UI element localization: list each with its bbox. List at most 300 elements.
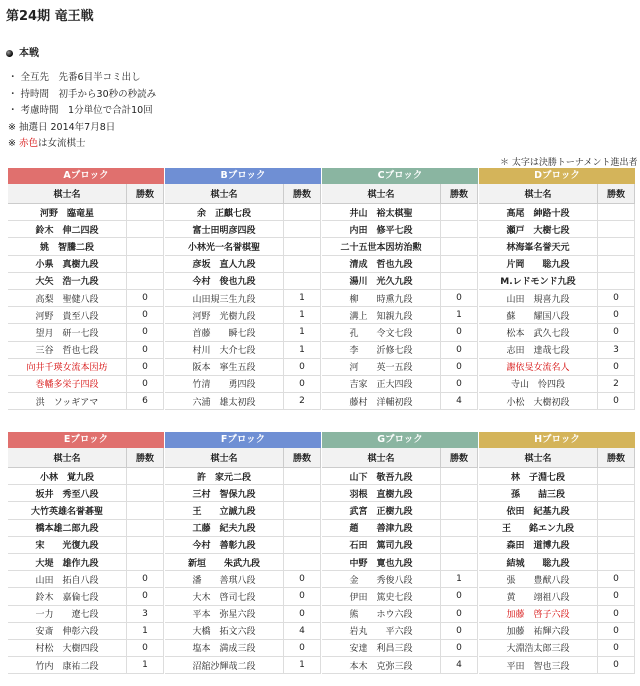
player-name: 安斎 伸彰六段: [8, 622, 127, 639]
player-name: 今村 俊也九段: [165, 272, 284, 289]
block-table: [8, 448, 164, 674]
player-name: 六浦 雄太初段: [165, 393, 284, 410]
col-header-name: 棋士名: [322, 184, 441, 204]
player-name: 片岡 聡九段: [479, 255, 598, 272]
block-table: [322, 184, 478, 410]
player-name: 宋 光復九段: [8, 536, 127, 553]
player-name: 伊田 篤史七段: [322, 588, 441, 605]
table-row: [8, 519, 164, 536]
table-row: [322, 605, 478, 622]
player-name: 山下 敬吾九段: [322, 468, 441, 485]
player-name: 河野 貴至八段: [8, 307, 127, 324]
win-count: 0: [441, 605, 478, 622]
table-row: [479, 553, 635, 570]
player-name: 姚 智騰二段: [8, 238, 127, 255]
win-count: [598, 221, 635, 238]
table-row: [8, 536, 164, 553]
col-header-name: 棋士名: [479, 448, 598, 468]
table-row: [8, 393, 164, 410]
table-row: [322, 375, 478, 392]
table-row: [8, 204, 164, 221]
rule-item: ・ 考慮時間 1分単位で合計10回: [8, 105, 153, 116]
block-header: Aブロック: [8, 168, 164, 184]
table-row: [165, 553, 321, 570]
win-count: 0: [441, 324, 478, 341]
player-name: 今村 善彰九段: [165, 536, 284, 553]
player-name: 余 正麒七段: [165, 204, 284, 221]
win-count: [127, 221, 164, 238]
player-name: 三谷 哲也七段: [8, 341, 127, 358]
rule-item: ・ 全互先 先番6目半コミ出し: [8, 72, 141, 83]
legend-red: 赤色: [18, 138, 38, 149]
win-count: [127, 485, 164, 502]
win-count: 1: [127, 622, 164, 639]
player-name: 村松 大樹四段: [8, 639, 127, 656]
win-count: [284, 519, 321, 536]
win-count: 0: [127, 358, 164, 375]
player-name: M.レドモンド九段: [479, 272, 598, 289]
player-name: 藤村 洋輔初段: [322, 393, 441, 410]
table-row: [8, 375, 164, 392]
win-count: 1: [284, 657, 321, 674]
win-count: 0: [598, 358, 635, 375]
col-header-wins: 勝数: [127, 184, 164, 204]
player-name: 洪 ソッギアマ: [8, 393, 127, 410]
block-header: Fブロック: [165, 432, 321, 448]
win-count: 0: [127, 639, 164, 656]
win-count: [441, 519, 478, 536]
player-name: 竹清 勇四段: [165, 375, 284, 392]
player-name: 寺山 怜四段: [479, 375, 598, 392]
block-2: [322, 432, 478, 674]
player-name: 橋本雄二郎九段: [8, 519, 127, 536]
player-name: 竹内 康祐二段: [8, 657, 127, 674]
win-count: 0: [127, 307, 164, 324]
win-count: [598, 272, 635, 289]
block-1: [165, 168, 321, 410]
table-row: [322, 536, 478, 553]
win-count: [441, 272, 478, 289]
player-name: 大竹英雄名誉碁聖: [8, 502, 127, 519]
player-name: 林海峯名誉天元: [479, 238, 598, 255]
table-row: [8, 588, 164, 605]
legend-suffix: は女流棋士: [38, 138, 86, 149]
player-name: 平田 智也三段: [479, 657, 598, 674]
player-name: 清成 哲也九段: [322, 255, 441, 272]
win-count: [127, 204, 164, 221]
player-name: 河野 臨竜星: [8, 204, 127, 221]
win-count: 2: [598, 375, 635, 392]
table-row: [322, 622, 478, 639]
win-count: [441, 536, 478, 553]
win-count: 0: [598, 571, 635, 588]
section-heading: [6, 44, 39, 59]
block-0: [8, 168, 164, 410]
win-count: [127, 536, 164, 553]
player-name: 富士田明彦四段: [165, 221, 284, 238]
block-2: [322, 168, 478, 410]
win-count: 0: [598, 289, 635, 306]
win-count: 0: [284, 605, 321, 622]
player-name: 王 銘エン九段: [479, 519, 598, 536]
player-name: 加藤 祐輝六段: [479, 622, 598, 639]
table-row: [322, 221, 478, 238]
win-count: 2: [284, 393, 321, 410]
player-name: 張 豊猷八段: [479, 571, 598, 588]
table-row: [322, 341, 478, 358]
win-count: 0: [598, 605, 635, 622]
win-count: [127, 553, 164, 570]
table-row: [479, 324, 635, 341]
table-row: [165, 204, 321, 221]
player-name: 安達 利昌三段: [322, 639, 441, 656]
player-name: 謝依旻女流名人: [479, 358, 598, 375]
table-row: [165, 375, 321, 392]
win-count: [441, 255, 478, 272]
player-name: 村川 大介七段: [165, 341, 284, 358]
table-row: [479, 622, 635, 639]
win-count: 1: [284, 324, 321, 341]
block-1: [165, 432, 321, 674]
col-header-name: 棋士名: [8, 184, 127, 204]
win-count: [598, 502, 635, 519]
table-row: [165, 536, 321, 553]
table-row: [479, 221, 635, 238]
win-count: 0: [441, 622, 478, 639]
bold-note: ＊ 太字は決勝トーナメント進出者: [500, 158, 638, 168]
win-count: 1: [284, 341, 321, 358]
player-name: 大橋 拓文六段: [165, 622, 284, 639]
table-row: [8, 622, 164, 639]
table-row: [322, 485, 478, 502]
table-row: [8, 289, 164, 306]
page-title: 第24期 竜王戦: [6, 9, 94, 24]
col-header-wins: 勝数: [127, 448, 164, 468]
table-row: [165, 622, 321, 639]
player-name: 瀬戸 大樹七段: [479, 221, 598, 238]
player-name: 孔 令文七段: [322, 324, 441, 341]
win-count: [284, 255, 321, 272]
win-count: 0: [441, 289, 478, 306]
win-count: 1: [127, 657, 164, 674]
table-row: [479, 502, 635, 519]
win-count: [441, 553, 478, 570]
block-header: Cブロック: [322, 168, 478, 184]
player-name: 吉家 正大四段: [322, 375, 441, 392]
win-count: [284, 468, 321, 485]
legend-prefix: ※: [8, 138, 19, 149]
table-row: [322, 238, 478, 255]
table-row: [165, 358, 321, 375]
win-count: 0: [127, 588, 164, 605]
table-row: [8, 221, 164, 238]
win-count: 3: [127, 605, 164, 622]
player-name: 巻幡多栄子四段: [8, 375, 127, 392]
win-count: 6: [127, 393, 164, 410]
table-row: [479, 519, 635, 536]
player-name: 李 沂修七段: [322, 341, 441, 358]
col-header-name: 棋士名: [322, 448, 441, 468]
table-row: [8, 238, 164, 255]
table-row: [322, 553, 478, 570]
table-row: [8, 255, 164, 272]
table-row: [8, 272, 164, 289]
win-count: [598, 204, 635, 221]
player-name: 趙 善津九段: [322, 519, 441, 536]
col-header-name: 棋士名: [165, 448, 284, 468]
player-name: 山田 拓自八段: [8, 571, 127, 588]
win-count: 0: [441, 588, 478, 605]
table-row: [479, 375, 635, 392]
player-name: 岩丸 平六段: [322, 622, 441, 639]
win-count: 1: [441, 307, 478, 324]
win-count: [127, 272, 164, 289]
col-header-name: 棋士名: [165, 184, 284, 204]
table-row: [165, 341, 321, 358]
win-count: 4: [284, 622, 321, 639]
win-count: 0: [598, 657, 635, 674]
player-name: 湯川 光久九段: [322, 272, 441, 289]
player-name: 志田 達哉七段: [479, 341, 598, 358]
table-row: [322, 519, 478, 536]
win-count: [598, 468, 635, 485]
table-row: [8, 605, 164, 622]
table-row: [8, 639, 164, 656]
win-count: 4: [441, 393, 478, 410]
block-grid-top: [8, 168, 635, 410]
table-row: [8, 341, 164, 358]
table-row: [165, 605, 321, 622]
player-name: 大淵浩太郎三段: [479, 639, 598, 656]
table-row: [322, 255, 478, 272]
block-table: [479, 184, 635, 410]
player-name: 中野 寛也九段: [322, 553, 441, 570]
block-grid-bottom: [8, 432, 635, 674]
win-count: [598, 536, 635, 553]
table-row: [479, 536, 635, 553]
win-count: 0: [441, 341, 478, 358]
table-row: [8, 307, 164, 324]
table-row: [479, 341, 635, 358]
win-count: 0: [284, 588, 321, 605]
table-row: [322, 571, 478, 588]
table-row: [165, 289, 321, 306]
win-count: 0: [284, 639, 321, 656]
block-table: [8, 184, 164, 410]
block-header: Bブロック: [165, 168, 321, 184]
player-name: 大矢 浩一九段: [8, 272, 127, 289]
table-row: [322, 204, 478, 221]
win-count: 4: [441, 657, 478, 674]
player-name: 大木 啓司七段: [165, 588, 284, 605]
table-row: [8, 571, 164, 588]
win-count: [127, 255, 164, 272]
player-name: 羽根 直樹九段: [322, 485, 441, 502]
win-count: [284, 502, 321, 519]
table-row: [479, 605, 635, 622]
player-name: 望月 研一七段: [8, 324, 127, 341]
player-name: 坂井 秀至八段: [8, 485, 127, 502]
player-name: 金 秀俊八段: [322, 571, 441, 588]
win-count: 0: [598, 393, 635, 410]
win-count: [598, 553, 635, 570]
win-count: [284, 272, 321, 289]
player-name: 工藤 紀夫九段: [165, 519, 284, 536]
win-count: 0: [127, 571, 164, 588]
player-name: 高梨 聖健八段: [8, 289, 127, 306]
win-count: [441, 221, 478, 238]
col-header-wins: 勝数: [441, 448, 478, 468]
win-count: [127, 468, 164, 485]
col-header-wins: 勝数: [284, 184, 321, 204]
win-count: [441, 204, 478, 221]
table-row: [165, 519, 321, 536]
win-count: [284, 553, 321, 570]
player-name: 二十五世本因坊治勲: [322, 238, 441, 255]
table-row: [479, 571, 635, 588]
player-name: 加藤 啓子六段: [479, 605, 598, 622]
block-header: Gブロック: [322, 432, 478, 448]
block-3: [479, 168, 635, 410]
win-count: 0: [598, 639, 635, 656]
player-name: 蘇 耀国八段: [479, 307, 598, 324]
player-name: 井山 裕太棋聖: [322, 204, 441, 221]
section-label: 本戦: [19, 48, 39, 59]
table-row: [322, 272, 478, 289]
win-count: 3: [598, 341, 635, 358]
table-row: [479, 238, 635, 255]
win-count: [441, 485, 478, 502]
table-row: [8, 468, 164, 485]
block-header: Dブロック: [479, 168, 635, 184]
table-row: [165, 307, 321, 324]
table-row: [165, 255, 321, 272]
win-count: 0: [284, 358, 321, 375]
table-row: [165, 502, 321, 519]
player-name: 向井千瑛女流本因坊: [8, 358, 127, 375]
player-name: 潘 善琪八段: [165, 571, 284, 588]
player-name: 首藤 瞬七段: [165, 324, 284, 341]
table-row: [479, 639, 635, 656]
win-count: 0: [127, 341, 164, 358]
table-row: [165, 221, 321, 238]
player-name: 高尾 紳路十段: [479, 204, 598, 221]
rules-list: [8, 70, 156, 153]
win-count: 0: [284, 375, 321, 392]
player-name: 松本 武久七段: [479, 324, 598, 341]
table-row: [8, 553, 164, 570]
table-row: [165, 639, 321, 656]
table-row: [479, 255, 635, 272]
player-name: 鈴木 嘉倫七段: [8, 588, 127, 605]
player-name: 小県 真樹九段: [8, 255, 127, 272]
col-header-wins: 勝数: [598, 184, 635, 204]
win-count: [127, 502, 164, 519]
win-count: [284, 221, 321, 238]
win-count: 1: [441, 571, 478, 588]
win-count: 0: [441, 358, 478, 375]
player-name: 柳 時熏九段: [322, 289, 441, 306]
table-row: [165, 393, 321, 410]
win-count: [127, 238, 164, 255]
table-row: [479, 393, 635, 410]
table-row: [8, 502, 164, 519]
player-name: 河 英一五段: [322, 358, 441, 375]
player-name: 内田 修平七段: [322, 221, 441, 238]
win-count: [598, 519, 635, 536]
table-row: [322, 289, 478, 306]
table-row: [479, 657, 635, 674]
player-name: 一力 遼七段: [8, 605, 127, 622]
player-name: 大堤 雄作九段: [8, 553, 127, 570]
player-name: 山田規三生九段: [165, 289, 284, 306]
table-row: [479, 272, 635, 289]
col-header-name: 棋士名: [479, 184, 598, 204]
win-count: [598, 485, 635, 502]
win-count: [284, 238, 321, 255]
block-3: [479, 432, 635, 674]
table-row: [165, 485, 321, 502]
player-name: 溝上 知親九段: [322, 307, 441, 324]
player-name: 熊 ホウ六段: [322, 605, 441, 622]
table-row: [8, 358, 164, 375]
player-name: 林 子淵七段: [479, 468, 598, 485]
win-count: 1: [284, 289, 321, 306]
win-count: 0: [284, 571, 321, 588]
player-name: 武宮 正樹九段: [322, 502, 441, 519]
win-count: 0: [598, 307, 635, 324]
table-row: [322, 657, 478, 674]
win-count: 0: [598, 324, 635, 341]
table-row: [165, 468, 321, 485]
table-row: [322, 468, 478, 485]
block-0: [8, 432, 164, 674]
player-name: 黄 翊祖八段: [479, 588, 598, 605]
win-count: 0: [441, 639, 478, 656]
player-name: 小林 覚九段: [8, 468, 127, 485]
player-name: 沼舘沙輝哉二段: [165, 657, 284, 674]
table-row: [165, 571, 321, 588]
go-stone-icon: [6, 50, 13, 57]
table-row: [8, 657, 164, 674]
player-name: 依田 紀基九段: [479, 502, 598, 519]
win-count: 1: [284, 307, 321, 324]
table-row: [479, 289, 635, 306]
player-name: 小林光一名誉棋聖: [165, 238, 284, 255]
rule-item: ※ 抽選日 2014年7月8日: [8, 121, 116, 133]
player-name: 孫 喆三段: [479, 485, 598, 502]
win-count: [284, 204, 321, 221]
player-name: 小松 大樹初段: [479, 393, 598, 410]
rule-item: ・ 持時間 初手から30秒の秒読み: [8, 88, 157, 100]
table-row: [165, 588, 321, 605]
block-table: [165, 448, 321, 674]
win-count: 0: [441, 375, 478, 392]
player-name: 河野 光樹九段: [165, 307, 284, 324]
player-name: 彦坂 直人九段: [165, 255, 284, 272]
player-name: 許 家元二段: [165, 468, 284, 485]
table-row: [479, 358, 635, 375]
col-header-wins: 勝数: [441, 184, 478, 204]
rule-item-legend: [8, 136, 156, 153]
table-row: [322, 307, 478, 324]
table-row: [479, 307, 635, 324]
win-count: [441, 468, 478, 485]
block-table: [165, 184, 321, 410]
win-count: [598, 255, 635, 272]
win-count: 0: [598, 622, 635, 639]
player-name: 阪本 寧生五段: [165, 358, 284, 375]
